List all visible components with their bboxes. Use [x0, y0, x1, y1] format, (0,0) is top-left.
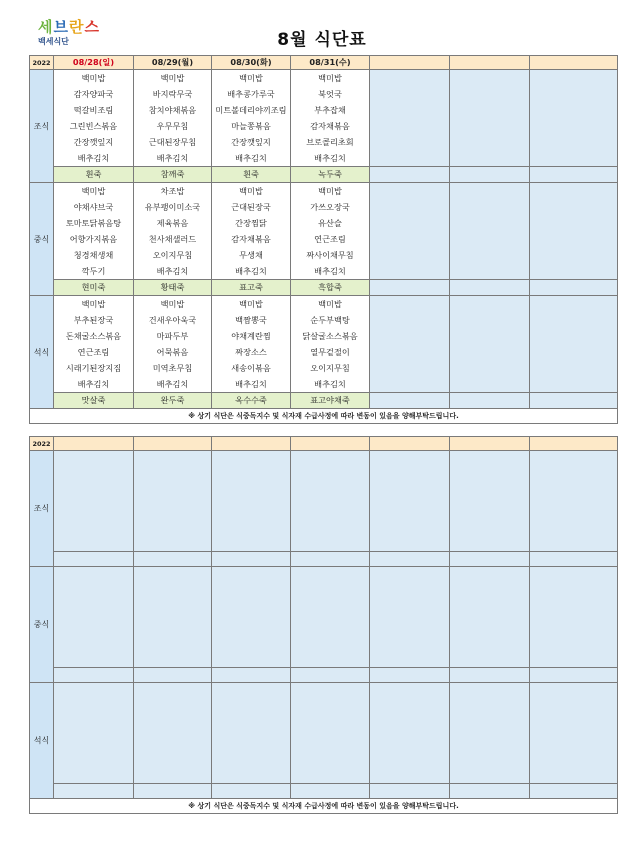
menu-item: 배추김치 [134, 376, 212, 393]
empty-porridge-cell [134, 552, 212, 567]
empty-day-cell [54, 567, 134, 668]
menu-item: 백미밥 [54, 70, 134, 87]
menu-item: 새송이볶음 [212, 360, 291, 376]
note-row [30, 799, 618, 814]
menu-item: 짜장소스 [212, 344, 291, 360]
notice-text: ※ 상기 식단은 식중독지수 및 식자재 수급사정에 따라 변동이 있음을 양해부탁드립니다. [30, 799, 618, 814]
menu-item: 어묵볶음 [134, 344, 212, 360]
menu-item: 감자채볶음 [291, 118, 370, 134]
menu-item: 연근조림 [291, 231, 370, 247]
menu-item: 배추김치 [291, 263, 370, 280]
menu-item: 건새우아욱국 [134, 312, 212, 328]
header-row [30, 437, 618, 451]
empty-porridge-cell [212, 668, 291, 683]
empty-porridge-cell [450, 280, 530, 296]
menu-item: 배추김치 [291, 150, 370, 167]
day-header-empty [450, 56, 530, 70]
empty-porridge-cell [212, 784, 291, 799]
menu-item: 백짬뽕국 [212, 312, 291, 328]
empty-day-cell [450, 451, 530, 552]
menu-item: 유부팽이미소국 [134, 199, 212, 215]
empty-day-cell [291, 683, 370, 784]
menu-item: 간장깻잎지 [212, 134, 291, 150]
empty-day-cell [291, 567, 370, 668]
porridge-row [30, 393, 618, 409]
porridge-row [30, 167, 618, 183]
menu-row [30, 683, 618, 784]
menu-item: 백미밥 [212, 183, 291, 200]
menu-item: 백미밥 [134, 70, 212, 87]
empty-day-cell [370, 683, 450, 784]
meal-label: 중식 [30, 183, 54, 296]
menu-item: 감자양파국 [54, 86, 134, 102]
porridge-item: 표고죽 [212, 280, 291, 296]
menu-item: 근대된장무침 [134, 134, 212, 150]
empty-porridge-cell [370, 280, 450, 296]
menu-row [30, 70, 618, 87]
logo-mark-char: 란 [69, 18, 85, 36]
menu-item: 근대된장국 [212, 199, 291, 215]
empty-day-cell [212, 683, 291, 784]
menu-item: 떡갈비조림 [54, 102, 134, 118]
empty-porridge-cell [530, 280, 618, 296]
menu-item: 백미밥 [212, 70, 291, 87]
logo-mark-char: 브 [53, 18, 69, 36]
menu-item: 천사채샐러드 [134, 231, 212, 247]
menu-item: 어향가지볶음 [54, 231, 134, 247]
porridge-item: 맛살죽 [54, 393, 134, 409]
empty-porridge-cell [370, 552, 450, 567]
porridge-item: 흰죽 [54, 167, 134, 183]
menu-row [30, 183, 618, 200]
porridge-item: 흑합죽 [291, 280, 370, 296]
menu-item: 제육볶음 [134, 215, 212, 231]
day-header-empty [370, 56, 450, 70]
porridge-item: 옥수수죽 [212, 393, 291, 409]
empty-day-cell [212, 567, 291, 668]
porridge-item: 녹두죽 [291, 167, 370, 183]
empty-day-cell [530, 451, 618, 552]
day-header-empty [450, 437, 530, 451]
empty-day-cell [370, 70, 450, 167]
menu-item: 브로콜리초회 [291, 134, 370, 150]
empty-day-cell [450, 70, 530, 167]
menu-item: 열무겉절이 [291, 344, 370, 360]
menu-item: 마파두부 [134, 328, 212, 344]
menu-item: 유산슬 [291, 215, 370, 231]
empty-porridge-cell [291, 668, 370, 683]
empty-porridge-cell [370, 668, 450, 683]
empty-porridge-cell [370, 167, 450, 183]
year-cell: 2022 [30, 56, 54, 70]
empty-day-cell [54, 683, 134, 784]
day-header-empty [54, 437, 134, 451]
empty-porridge-cell [530, 393, 618, 409]
menu-item: 간장깻잎지 [54, 134, 134, 150]
menu-item: 마늘쫑볶음 [212, 118, 291, 134]
empty-day-cell [450, 683, 530, 784]
day-header: 08/30(화) [212, 56, 291, 70]
empty-day-cell [530, 296, 618, 393]
empty-porridge-cell [291, 552, 370, 567]
day-header-empty [530, 56, 618, 70]
porridge-item: 현미죽 [54, 280, 134, 296]
meal-label: 조식 [30, 70, 54, 183]
menu-item: 배추김치 [54, 150, 134, 167]
empty-day-cell [134, 451, 212, 552]
logo-mark-char: 세 [38, 18, 54, 36]
menu-item: 오이지무침 [291, 360, 370, 376]
empty-day-cell [530, 183, 618, 280]
empty-porridge-cell [530, 552, 618, 567]
day-header-empty [134, 437, 212, 451]
empty-day-cell [291, 451, 370, 552]
menu-item: 바지락무국 [134, 86, 212, 102]
menu-item: 가쓰오장국 [291, 199, 370, 215]
empty-day-cell [134, 567, 212, 668]
day-header-empty [370, 437, 450, 451]
menu-item: 순두부백탕 [291, 312, 370, 328]
menu-item: 백미밥 [291, 70, 370, 87]
empty-day-cell [212, 451, 291, 552]
menu-item: 간장찜닭 [212, 215, 291, 231]
menu-item: 닭살굴소스볶음 [291, 328, 370, 344]
meal-label: 석식 [30, 296, 54, 409]
menu-item: 미역초무침 [134, 360, 212, 376]
porridge-row [30, 784, 618, 799]
menu-item: 감자채볶음 [212, 231, 291, 247]
empty-day-cell [530, 567, 618, 668]
empty-porridge-cell [212, 552, 291, 567]
day-header-empty [212, 437, 291, 451]
day-header: 08/31(수) [291, 56, 370, 70]
menu-item: 북엇국 [291, 86, 370, 102]
day-header-empty [530, 437, 618, 451]
menu-item: 돈채굴소스볶음 [54, 328, 134, 344]
menu-item: 배추콩가루국 [212, 86, 291, 102]
meal-label: 조식 [30, 451, 54, 567]
menu-table-week1 [29, 55, 618, 424]
menu-item: 청경채생채 [54, 247, 134, 263]
porridge-item: 완두죽 [134, 393, 212, 409]
empty-day-cell [370, 451, 450, 552]
empty-porridge-cell [54, 552, 134, 567]
notice-text: ※ 상기 식단은 식중독지수 및 식자재 수급사정에 따라 변동이 있음을 양해부탁드립니다. [30, 409, 618, 424]
day-header: 08/28(일) [54, 56, 134, 70]
day-header: 08/29(월) [134, 56, 212, 70]
menu-row [30, 296, 618, 313]
empty-porridge-cell [370, 784, 450, 799]
menu-item: 깍두기 [54, 263, 134, 280]
empty-porridge-cell [291, 784, 370, 799]
menu-row [30, 451, 618, 552]
empty-day-cell [530, 70, 618, 167]
logo-mark-char: 스 [84, 18, 100, 36]
menu-item: 백미밥 [54, 296, 134, 313]
menu-table-week2 [29, 436, 618, 814]
empty-day-cell [54, 451, 134, 552]
menu-item: 백미밥 [291, 183, 370, 200]
empty-porridge-cell [450, 784, 530, 799]
logo-name: 백세식단 [38, 37, 69, 46]
menu-item: 미트볼데리야끼조림 [212, 102, 291, 118]
empty-porridge-cell [134, 784, 212, 799]
empty-porridge-cell [450, 668, 530, 683]
menu-item: 그린빈스볶음 [54, 118, 134, 134]
menu-item: 백미밥 [54, 183, 134, 200]
menu-item: 배추김치 [212, 150, 291, 167]
page-title: 8월 식단표 [277, 30, 367, 50]
porridge-item: 참깨죽 [134, 167, 212, 183]
menu-item: 우무무침 [134, 118, 212, 134]
empty-day-cell [450, 183, 530, 280]
day-header-empty [291, 437, 370, 451]
menu-item: 배추김치 [212, 263, 291, 280]
menu-item: 참치야채볶음 [134, 102, 212, 118]
menu-item: 배추김치 [134, 150, 212, 167]
menu-item: 차조밥 [134, 183, 212, 200]
porridge-row [30, 280, 618, 296]
menu-item: 야채샤브국 [54, 199, 134, 215]
menu-item: 짜사이채무침 [291, 247, 370, 263]
porridge-item: 흰죽 [212, 167, 291, 183]
empty-porridge-cell [530, 167, 618, 183]
menu-item: 부추된장국 [54, 312, 134, 328]
empty-day-cell [370, 567, 450, 668]
empty-porridge-cell [450, 393, 530, 409]
empty-day-cell [450, 567, 530, 668]
menu-item: 배추김치 [212, 376, 291, 393]
empty-porridge-cell [134, 668, 212, 683]
menu-item: 부추잡채 [291, 102, 370, 118]
empty-porridge-cell [450, 167, 530, 183]
empty-porridge-cell [370, 393, 450, 409]
menu-item: 무생채 [212, 247, 291, 263]
empty-day-cell [450, 296, 530, 393]
empty-porridge-cell [450, 552, 530, 567]
empty-day-cell [370, 183, 450, 280]
empty-day-cell [530, 683, 618, 784]
porridge-row [30, 668, 618, 683]
menu-item: 백미밥 [212, 296, 291, 313]
header-row [30, 56, 618, 70]
menu-item: 배추김치 [134, 263, 212, 280]
empty-day-cell [370, 296, 450, 393]
empty-porridge-cell [54, 784, 134, 799]
porridge-item: 표고야채죽 [291, 393, 370, 409]
menu-item: 연근조림 [54, 344, 134, 360]
menu-row [30, 567, 618, 668]
porridge-row [30, 552, 618, 567]
empty-day-cell [134, 683, 212, 784]
empty-porridge-cell [54, 668, 134, 683]
empty-porridge-cell [530, 668, 618, 683]
note-row [30, 409, 618, 424]
menu-item: 배추김치 [291, 376, 370, 393]
menu-item: 시래기된장지짐 [54, 360, 134, 376]
menu-item: 백미밥 [291, 296, 370, 313]
meal-label: 중식 [30, 567, 54, 683]
menu-item: 토마토닭볶음탕 [54, 215, 134, 231]
meal-label: 석식 [30, 683, 54, 799]
menu-item: 백미밥 [134, 296, 212, 313]
menu-item: 야채계란찜 [212, 328, 291, 344]
menu-item: 오이지무침 [134, 247, 212, 263]
menu-item: 배추김치 [54, 376, 134, 393]
porridge-item: 황태죽 [134, 280, 212, 296]
empty-porridge-cell [530, 784, 618, 799]
year-cell: 2022 [30, 437, 54, 451]
